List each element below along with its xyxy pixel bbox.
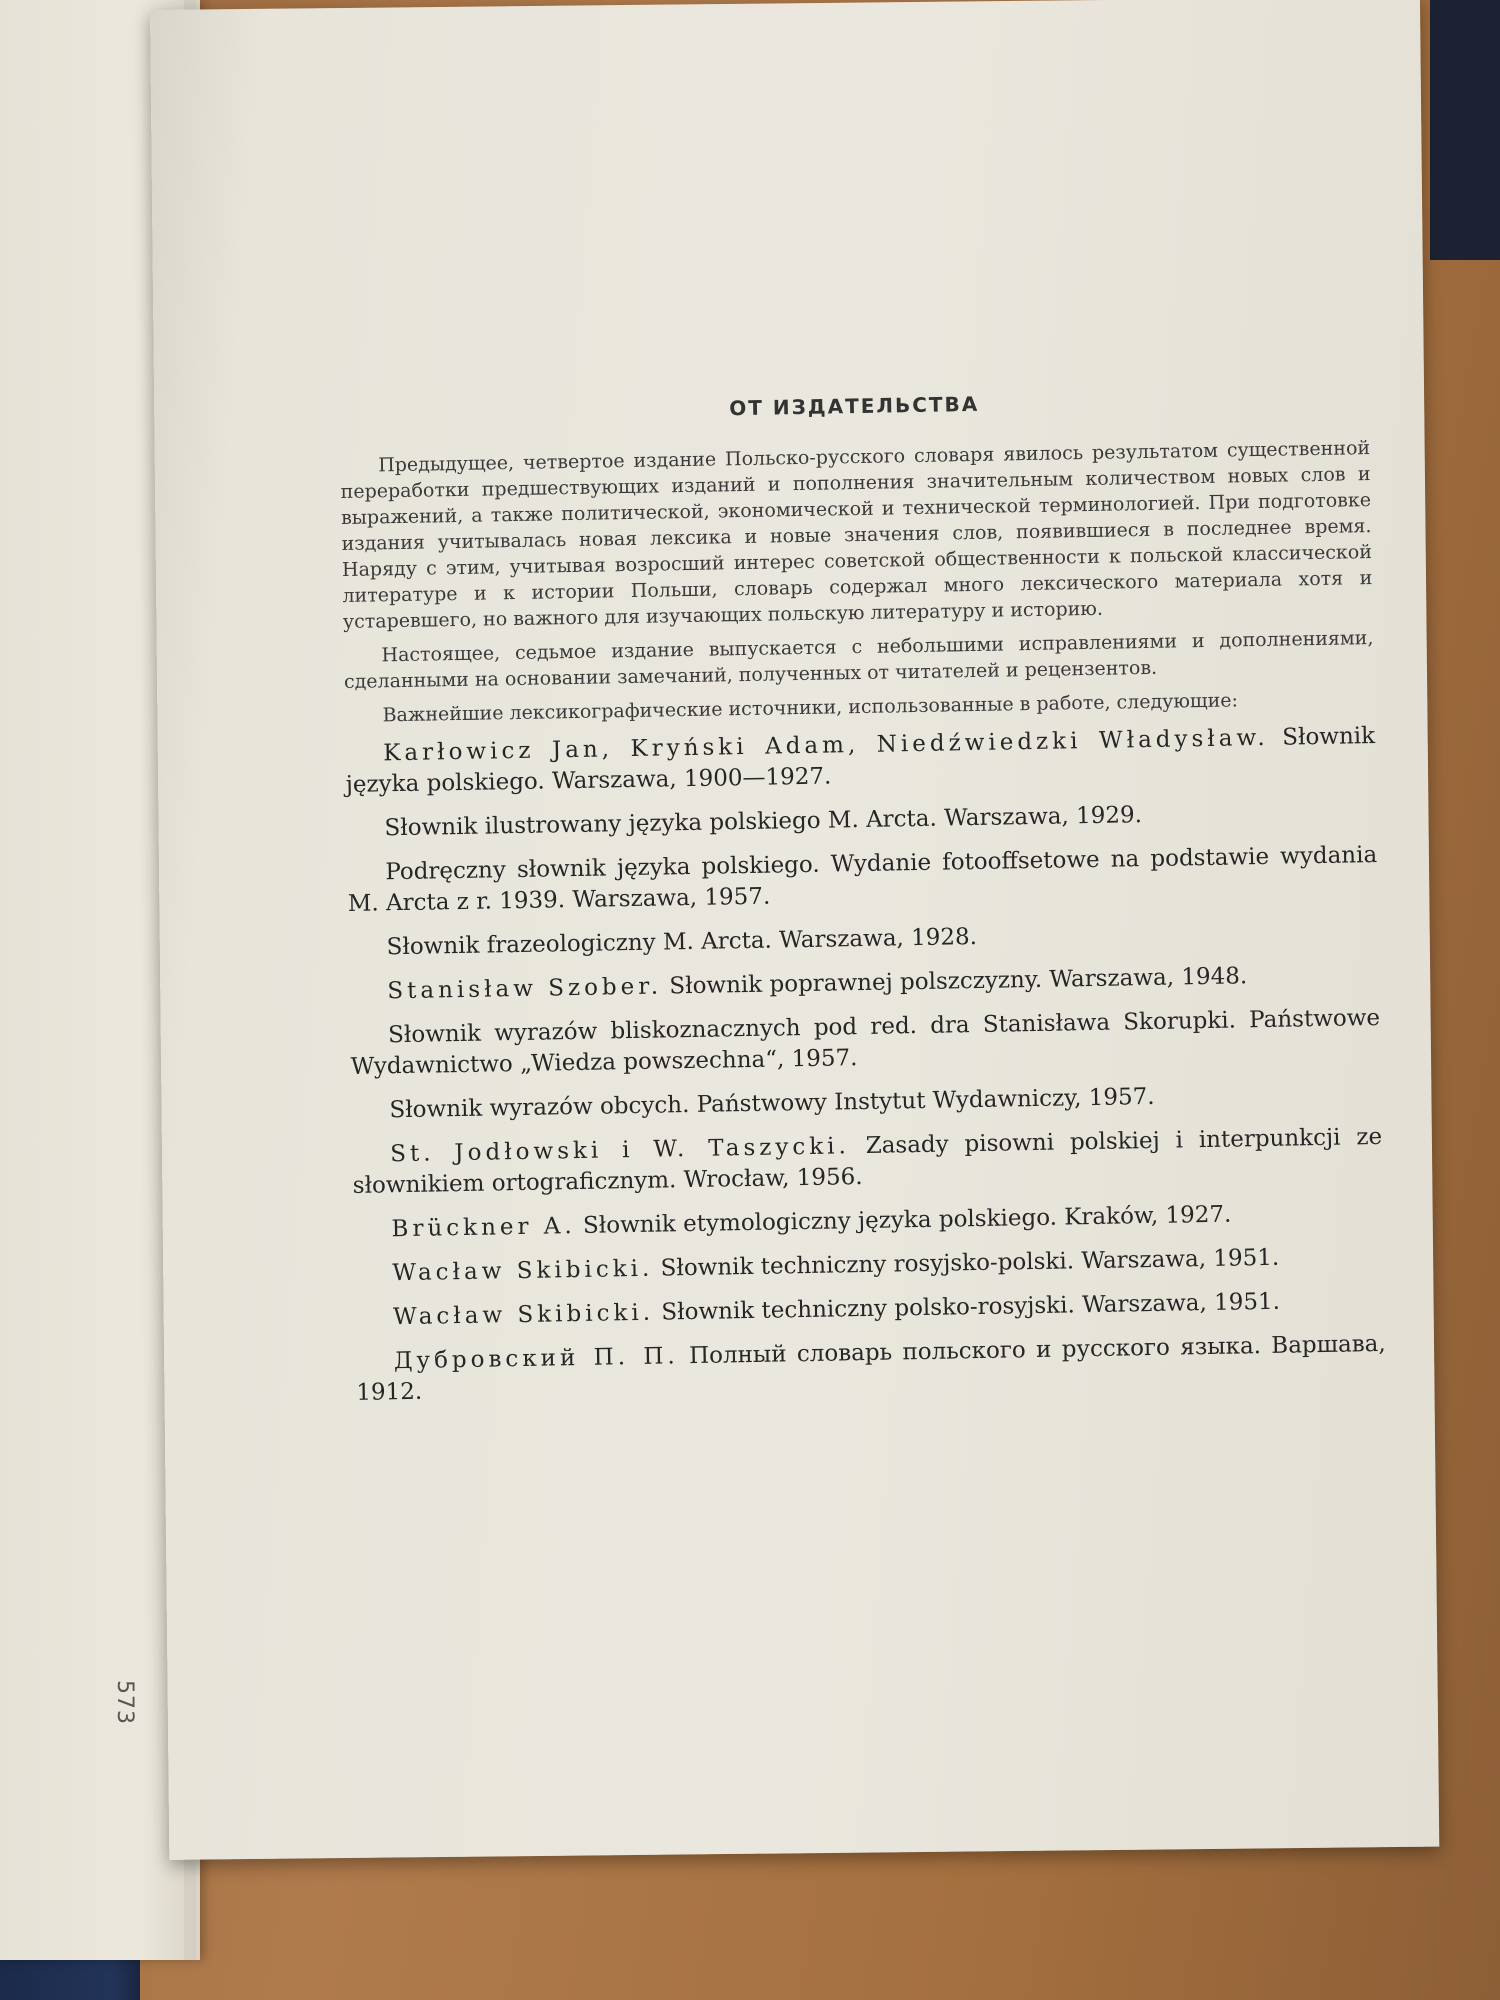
source-title: Słownik techniczny rosyjsko-polski. Warszawa, 1951. — [653, 1244, 1280, 1282]
source-entry — [356, 1329, 1387, 1409]
source-author: Wacław Skibicki. — [392, 1299, 655, 1331]
source-title: Słownik frazeologiczny M. Arcta. Warszawa, 1928. — [386, 923, 978, 961]
sources-list — [345, 721, 1387, 1409]
source-entry — [348, 915, 1378, 964]
source-entry — [355, 1285, 1385, 1334]
source-entry — [354, 1241, 1384, 1290]
source-title: Słownik wyrazów obcych. Państwowy Instytut Wydawniczy, 1957. — [389, 1083, 1155, 1124]
source-title: Podręczny słownik języka polskiego. Wydanie fotooffsetowe na podstawie wydania M. Arcta z r. 1939. Warszawa, 1957. — [347, 841, 1378, 917]
source-entry — [353, 1197, 1383, 1246]
right-page — [150, 0, 1439, 1860]
source-author: Karłowicz Jan, Kryński Adam, Niedźwiedzki Władysław. — [383, 724, 1269, 767]
source-title: Słownik wyrazów bliskoznacznych pod red. dra Stanisława Skorupki. Państwowe Wydawnictwo „Wiedza powszechna“, 1957. — [350, 1004, 1381, 1080]
source-entry — [350, 1003, 1381, 1083]
intro-paragraph-2: Настоящее, седьмое издание выпускается с небольшими исправлениями и дополнениями, сделанными на основании замечаний, полученных от читателей и рецензентов. — [343, 627, 1374, 693]
source-author: St. Jodłowski i W. Taszycki. — [390, 1133, 851, 1168]
source-title: Zasady pisowni polskiej i interpunkcji ze słownikiem ortograficznym. Wrocław, 1956. — [352, 1123, 1383, 1199]
source-author: Stanisław Szober. — [387, 973, 663, 1005]
source-title: Słownik etymologiczny języka polskiego. Kraków, 1927. — [575, 1201, 1232, 1240]
page-heading: ОТ ИЗДАТЕЛЬСТВА — [729, 391, 980, 421]
source-entry — [352, 1122, 1383, 1202]
intro-paragraph-1: Предыдущее, четвертое издание Польско-русского словаря явилось результатом существенной переработки предшествующих изданий и пополнения значительным количеством новых слов и выражений, а также политической, экономической и технической терминологией. При подготовке издания учитывалась новая лексика и новые значения слов, появившиеся в последнее время. Наряду с этим, учитывая возросший интерес советской общественности к польской классической литературе и к истории Польши, словарь содержал много лексического материала хотя и устаревшего, но важного для изучающих польскую литературу и историю. — [340, 437, 1373, 634]
source-entry — [345, 721, 1376, 801]
source-title: Słownik ilustrowany języka polskiego M. Arcta. Warszawa, 1929. — [384, 802, 1143, 842]
intro-paragraph-3: Важнейшие лексикографические источники, использованные в работе, следующие: — [382, 689, 1239, 727]
source-entry — [351, 1078, 1381, 1127]
source-author: Brückner A. — [391, 1213, 576, 1243]
book-cover-top-right — [1430, 0, 1500, 260]
source-author: Дубровский П. П. — [393, 1343, 679, 1375]
spine-mark: 573 — [112, 1680, 137, 1725]
source-author: Wacław Skibicki. — [392, 1255, 654, 1287]
source-title: Słownik techniczny polsko-rosyjski. Warszawa, 1951. — [653, 1288, 1281, 1326]
source-title: Słownik języka polskiego. Warszawa, 1900—1927. — [345, 723, 1376, 798]
source-entry — [346, 796, 1376, 845]
source-entry — [349, 959, 1379, 1008]
page-content — [339, 385, 1387, 1422]
source-entry — [347, 840, 1378, 920]
source-title: Słownik poprawnej polszczyzny. Warszawa, 1948. — [661, 963, 1248, 1000]
source-title: Полный словарь польского и русского языка. Варшава, 1912. — [356, 1330, 1386, 1406]
